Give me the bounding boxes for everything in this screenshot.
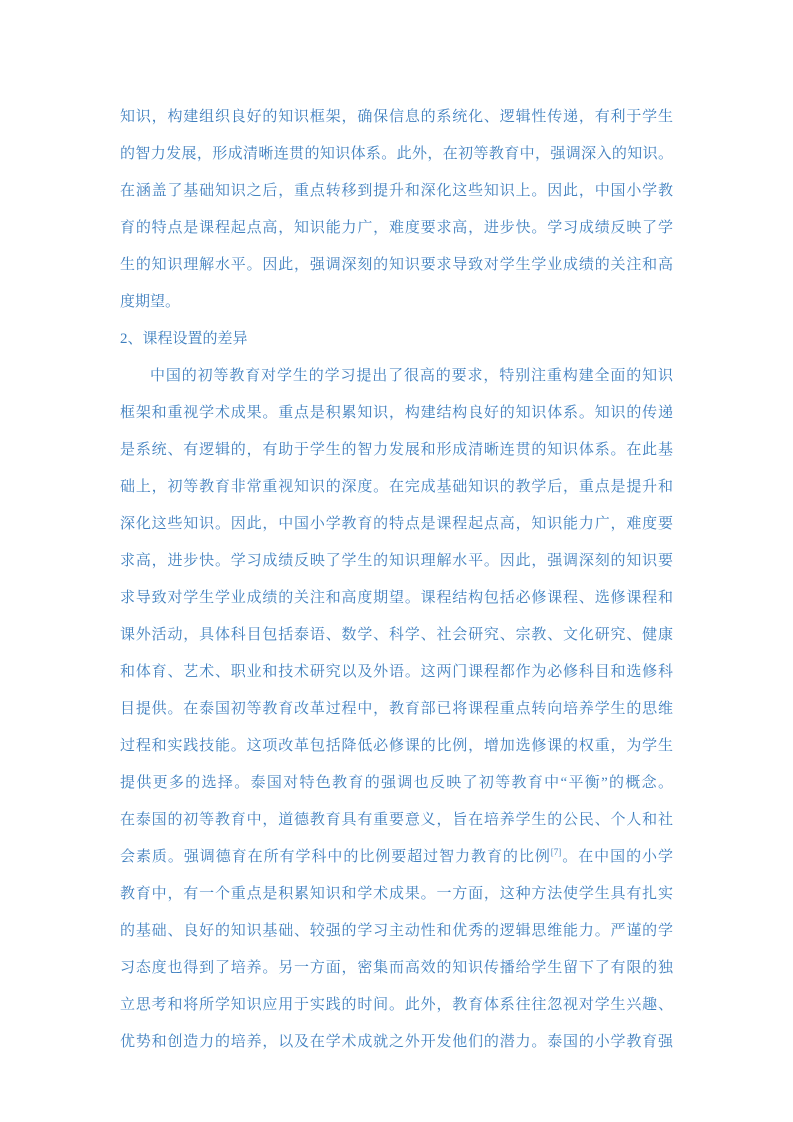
- text-line: 框架和重视学术成果。重点是积累知识，构建结构良好的知识体系。知识的传递: [120, 405, 673, 421]
- text-line: 优势和创造力的培养，以及在学术成就之外开发他们的潜力。泰国的小学教育强: [120, 1034, 673, 1050]
- text-line: 的智力发展，形成清晰连贯的知识体系。此外，在初等教育中，强调深入的知识。: [120, 146, 673, 162]
- text-line: 础上，初等教育非常重视知识的深度。在完成基础知识的教学后，重点是提升和: [120, 479, 673, 495]
- text-line: 度期望。: [120, 294, 181, 310]
- paragraph-2: [120, 358, 673, 1061]
- text-line: 课外活动，具体科目包括泰语、数学、科学、社会研究、宗教、文化研究、健康: [120, 627, 673, 643]
- text-line: 中国的初等教育对学生的学习提出了很高的要求，特别注重构建全面的知识: [150, 368, 673, 384]
- text-line: 育的特点是课程起点高，知识能力广，难度要求高，进步快。学习成绩反映了学: [120, 220, 673, 236]
- text-line: 生的知识理解水平。因此，强调深刻的知识要求导致对学生学业成绩的关注和高: [120, 257, 673, 273]
- paragraph-1: [120, 99, 673, 321]
- text-line: 教育中，有一个重点是积累知识和学术成果。一方面，这种方法使学生具有扎实: [120, 886, 673, 902]
- text-line: 求导致对学生学业成绩的关注和高度期望。课程结构包括必修课程、选修课程和: [120, 590, 673, 606]
- footnote-reference: [7]: [550, 847, 562, 857]
- section-heading: 2、课程设置的差异: [120, 331, 248, 347]
- text-line: 目提供。在泰国初等教育改革过程中，教育部已将课程重点转向培养学生的思维: [120, 701, 673, 717]
- text-line-with-footnote: [120, 839, 673, 876]
- text-segment: 会素质。强调德育在所有学科中的比例要超过智力教育的比例: [120, 849, 551, 865]
- text-line: 的基础、良好的知识基础、较强的学习主动性和优秀的逻辑思维能力。严谨的学: [120, 923, 673, 939]
- text-line: 立思考和将所学知识应用于实践的时间。此外，教育体系往往忽视对学生兴趣、: [120, 997, 673, 1013]
- text-line: 提供更多的选择。泰国对特色教育的强调也反映了初等教育中“平衡”的概念。: [120, 775, 673, 791]
- text-line: 和体育、艺术、职业和技术研究以及外语。这两门课程都作为必修科目和选修科: [120, 664, 673, 680]
- text-line: 在涵盖了基础知识之后，重点转移到提升和深化这些知识上。因此，中国小学教: [120, 183, 673, 199]
- document-content: [120, 99, 673, 1061]
- text-segment: 。在中国的小学: [561, 849, 673, 865]
- text-line: 求高，进步快。学习成绩反映了学生的知识理解水平。因此，强调深刻的知识要: [120, 553, 673, 569]
- text-line: 过程和实践技能。这项改革包括降低必修课的比例，增加选修课的权重，为学生: [120, 738, 673, 754]
- text-line: 习态度也得到了培养。另一方面，密集而高效的知识传播给学生留下了有限的独: [120, 960, 673, 976]
- text-line: 知识，构建组织良好的知识框架，确保信息的系统化、逻辑性传递，有利于学生: [120, 109, 673, 125]
- text-line: 在泰国的初等教育中，道德教育具有重要意义，旨在培养学生的公民、个人和社: [120, 812, 673, 828]
- text-line: 深化这些知识。因此，中国小学教育的特点是课程起点高，知识能力广，难度要: [120, 516, 673, 532]
- text-line: 是系统、有逻辑的，有助于学生的智力发展和形成清晰连贯的知识体系。在此基: [120, 442, 673, 458]
